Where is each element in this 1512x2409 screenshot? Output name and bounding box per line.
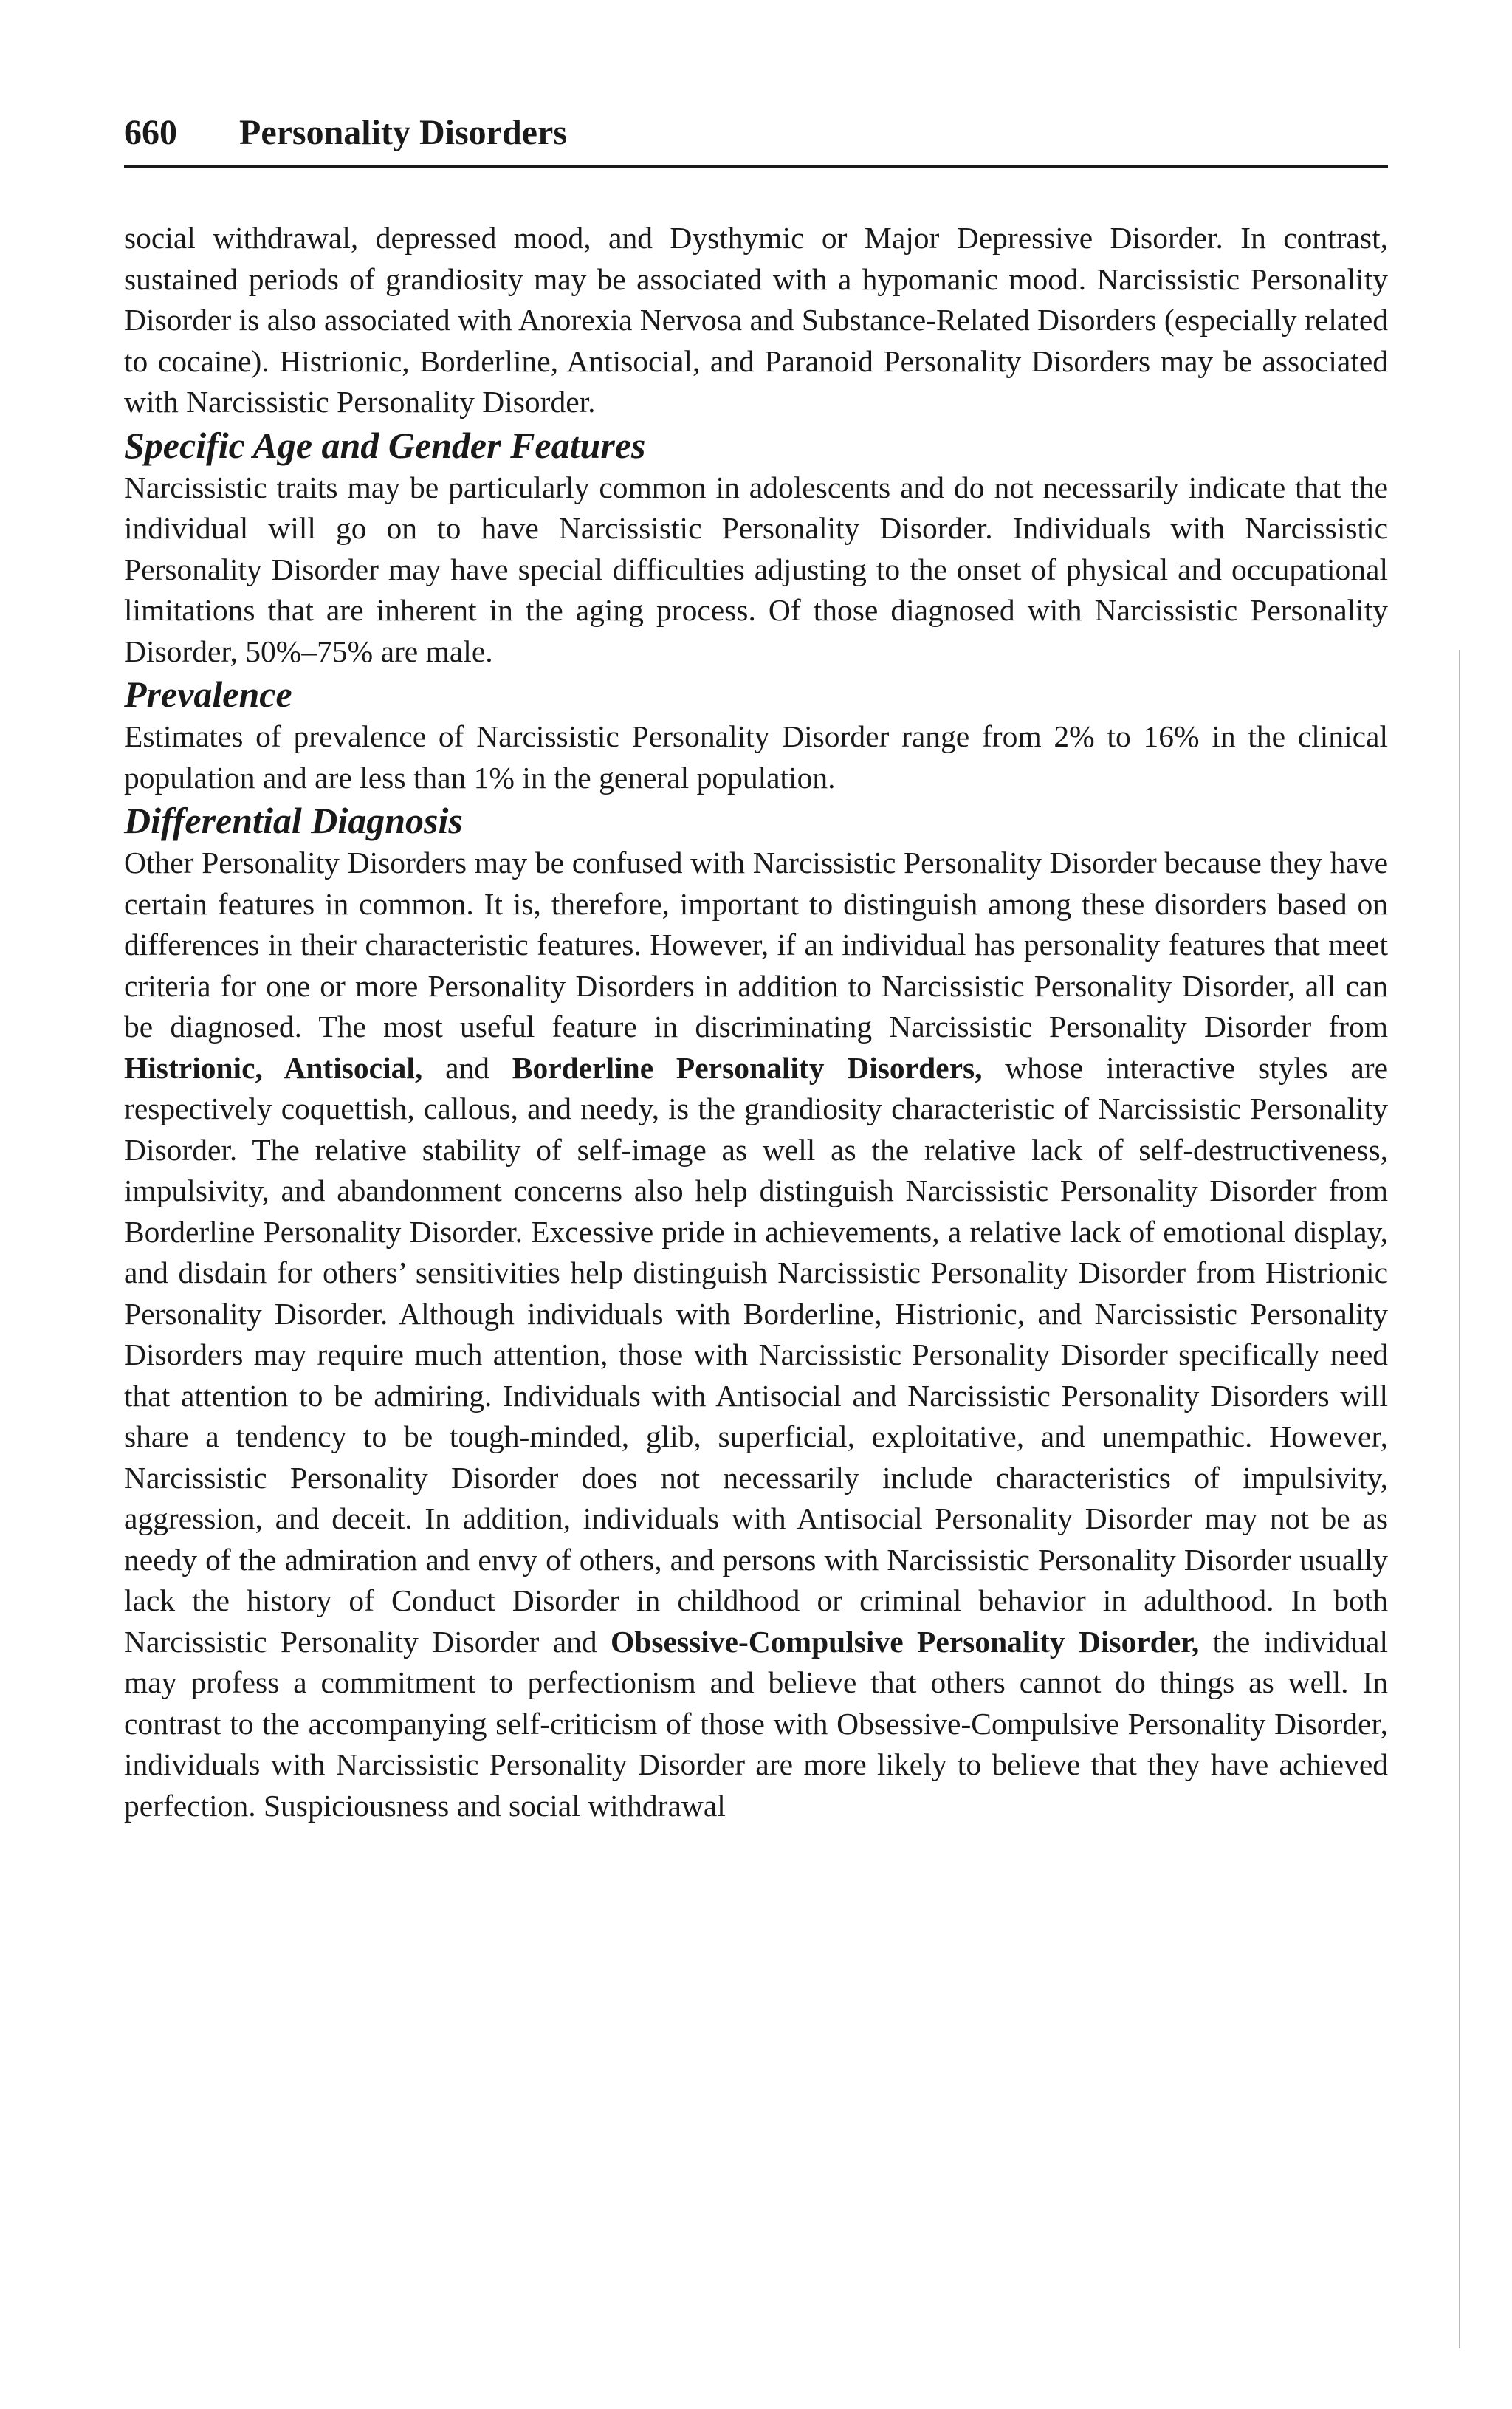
differential-diagnosis-paragraph	[124, 843, 1388, 1826]
running-head	[124, 111, 1388, 168]
differential-text-part-3: whose interactive styles are respectively coquettish, callous, and needy, is the grandiosity characteristic of Narcissistic Personality Disorder. The relative stability of self-image as well as the relative lack of self-destructiveness, impulsivity, and abandonment concerns also help distinguish Narcissistic Personality Disorder from Borderline Personality Disorder. Excessive pride in achievements, a relative lack of emotional display, and disdain for others’ sensitivities help distinguish Narcissistic Personality Disorder from Histrionic Personality Disorder. Although individuals with Borderline, Histrionic, and Narcissistic Personality Disorders may require much attention, those with Narcissistic Personality Disorder specifically need that attention to be admiring. Individuals with Antisocial and Narcissistic Personality Disorders will share a tendency to be tough-minded, glib, superficial, exploitative, and unempathic. However, Narcissistic Personality Disorder does not necessarily include characteristics of impulsivity, aggression, and deceit. In addition, individuals with Antisocial Personality Disorder may not be as needy of the admiration and envy of others, and persons with Narcissistic Personality Disorder usually lack the history of Conduct Disorder in childhood or criminal behavior in adulthood. In both Narcissistic Personality Disorder and	[124, 1050, 1389, 1659]
differential-text-part-2: and	[422, 1050, 512, 1085]
intro-paragraph: social withdrawal, depressed mood, and Dysthymic or Major Depressive Disorder. In contrast, sustained periods of grandiosity may be associated with a hypomanic mood. Narcissistic Personality Disorder is also associated with Anorexia Nervosa and Substance-Related Disorders (especially related to cocaine). Histrionic, Borderline, Antisocial, and Paranoid Personality Disorders may be associated with Narcissistic Personality Disorder.	[124, 221, 1388, 419]
prevalence-paragraph: Estimates of prevalence of Narcissistic Personality Disorder range from 2% to 16% in the clinical population and are less than 1% in the general population.	[124, 719, 1388, 795]
running-title: Personality Disorders	[239, 113, 567, 152]
differential-text-part-1: Other Personality Disorders may be confused with Narcissistic Personality Disorder because they have certain features in common. It is, therefore, important to distinguish among these disorders based on differences in their characteristic features. However, if an individual has personality features that meet criteria for one or more Personality Disorders in addition to Narcissistic Personality Disorder, all can be diagnosed. The most useful feature in discriminating Narcissistic Personality Disorder from	[124, 846, 1388, 1044]
obsessive-compulsive-term: Obsessive-Compulsive Personality Disorder,	[611, 1624, 1200, 1659]
age-gender-heading: Specific Age and Gender Features	[124, 424, 646, 466]
prevalence-heading: Prevalence	[124, 674, 292, 715]
histrionic-antisocial-term: Histrionic, Antisocial,	[124, 1050, 423, 1085]
page-number: 660	[124, 113, 177, 152]
differential-diagnosis-heading: Differential Diagnosis	[124, 800, 463, 841]
borderline-term: Borderline Personality Disorders,	[512, 1050, 983, 1085]
age-gender-paragraph: Narcissistic traits may be particularly common in adolescents and do not necessarily indicate that the individual will go on to have Narcissistic Personality Disorder. Individuals with Narcissistic Personality Disorder may have special difficulties adjusting to the onset of physical and occupational limitations that are inherent in the aging process. Of those diagnosed with Narcissistic Personality Disorder, 50%–75% are male.	[124, 470, 1388, 668]
book-page	[124, 111, 1388, 1826]
scan-edge-line	[1459, 650, 1460, 2348]
differential-text-part-4: the individual may profess a commitment to perfectionism and believe that others cannot do things as well. In contrast to the accompanying self-criticism of those with Obsessive-Compulsive Personality Disorder, individuals with Narcissistic Personality Disorder are more likely to believe that they have achieved perfection. Suspiciousness and social withdrawal	[124, 1624, 1389, 1823]
